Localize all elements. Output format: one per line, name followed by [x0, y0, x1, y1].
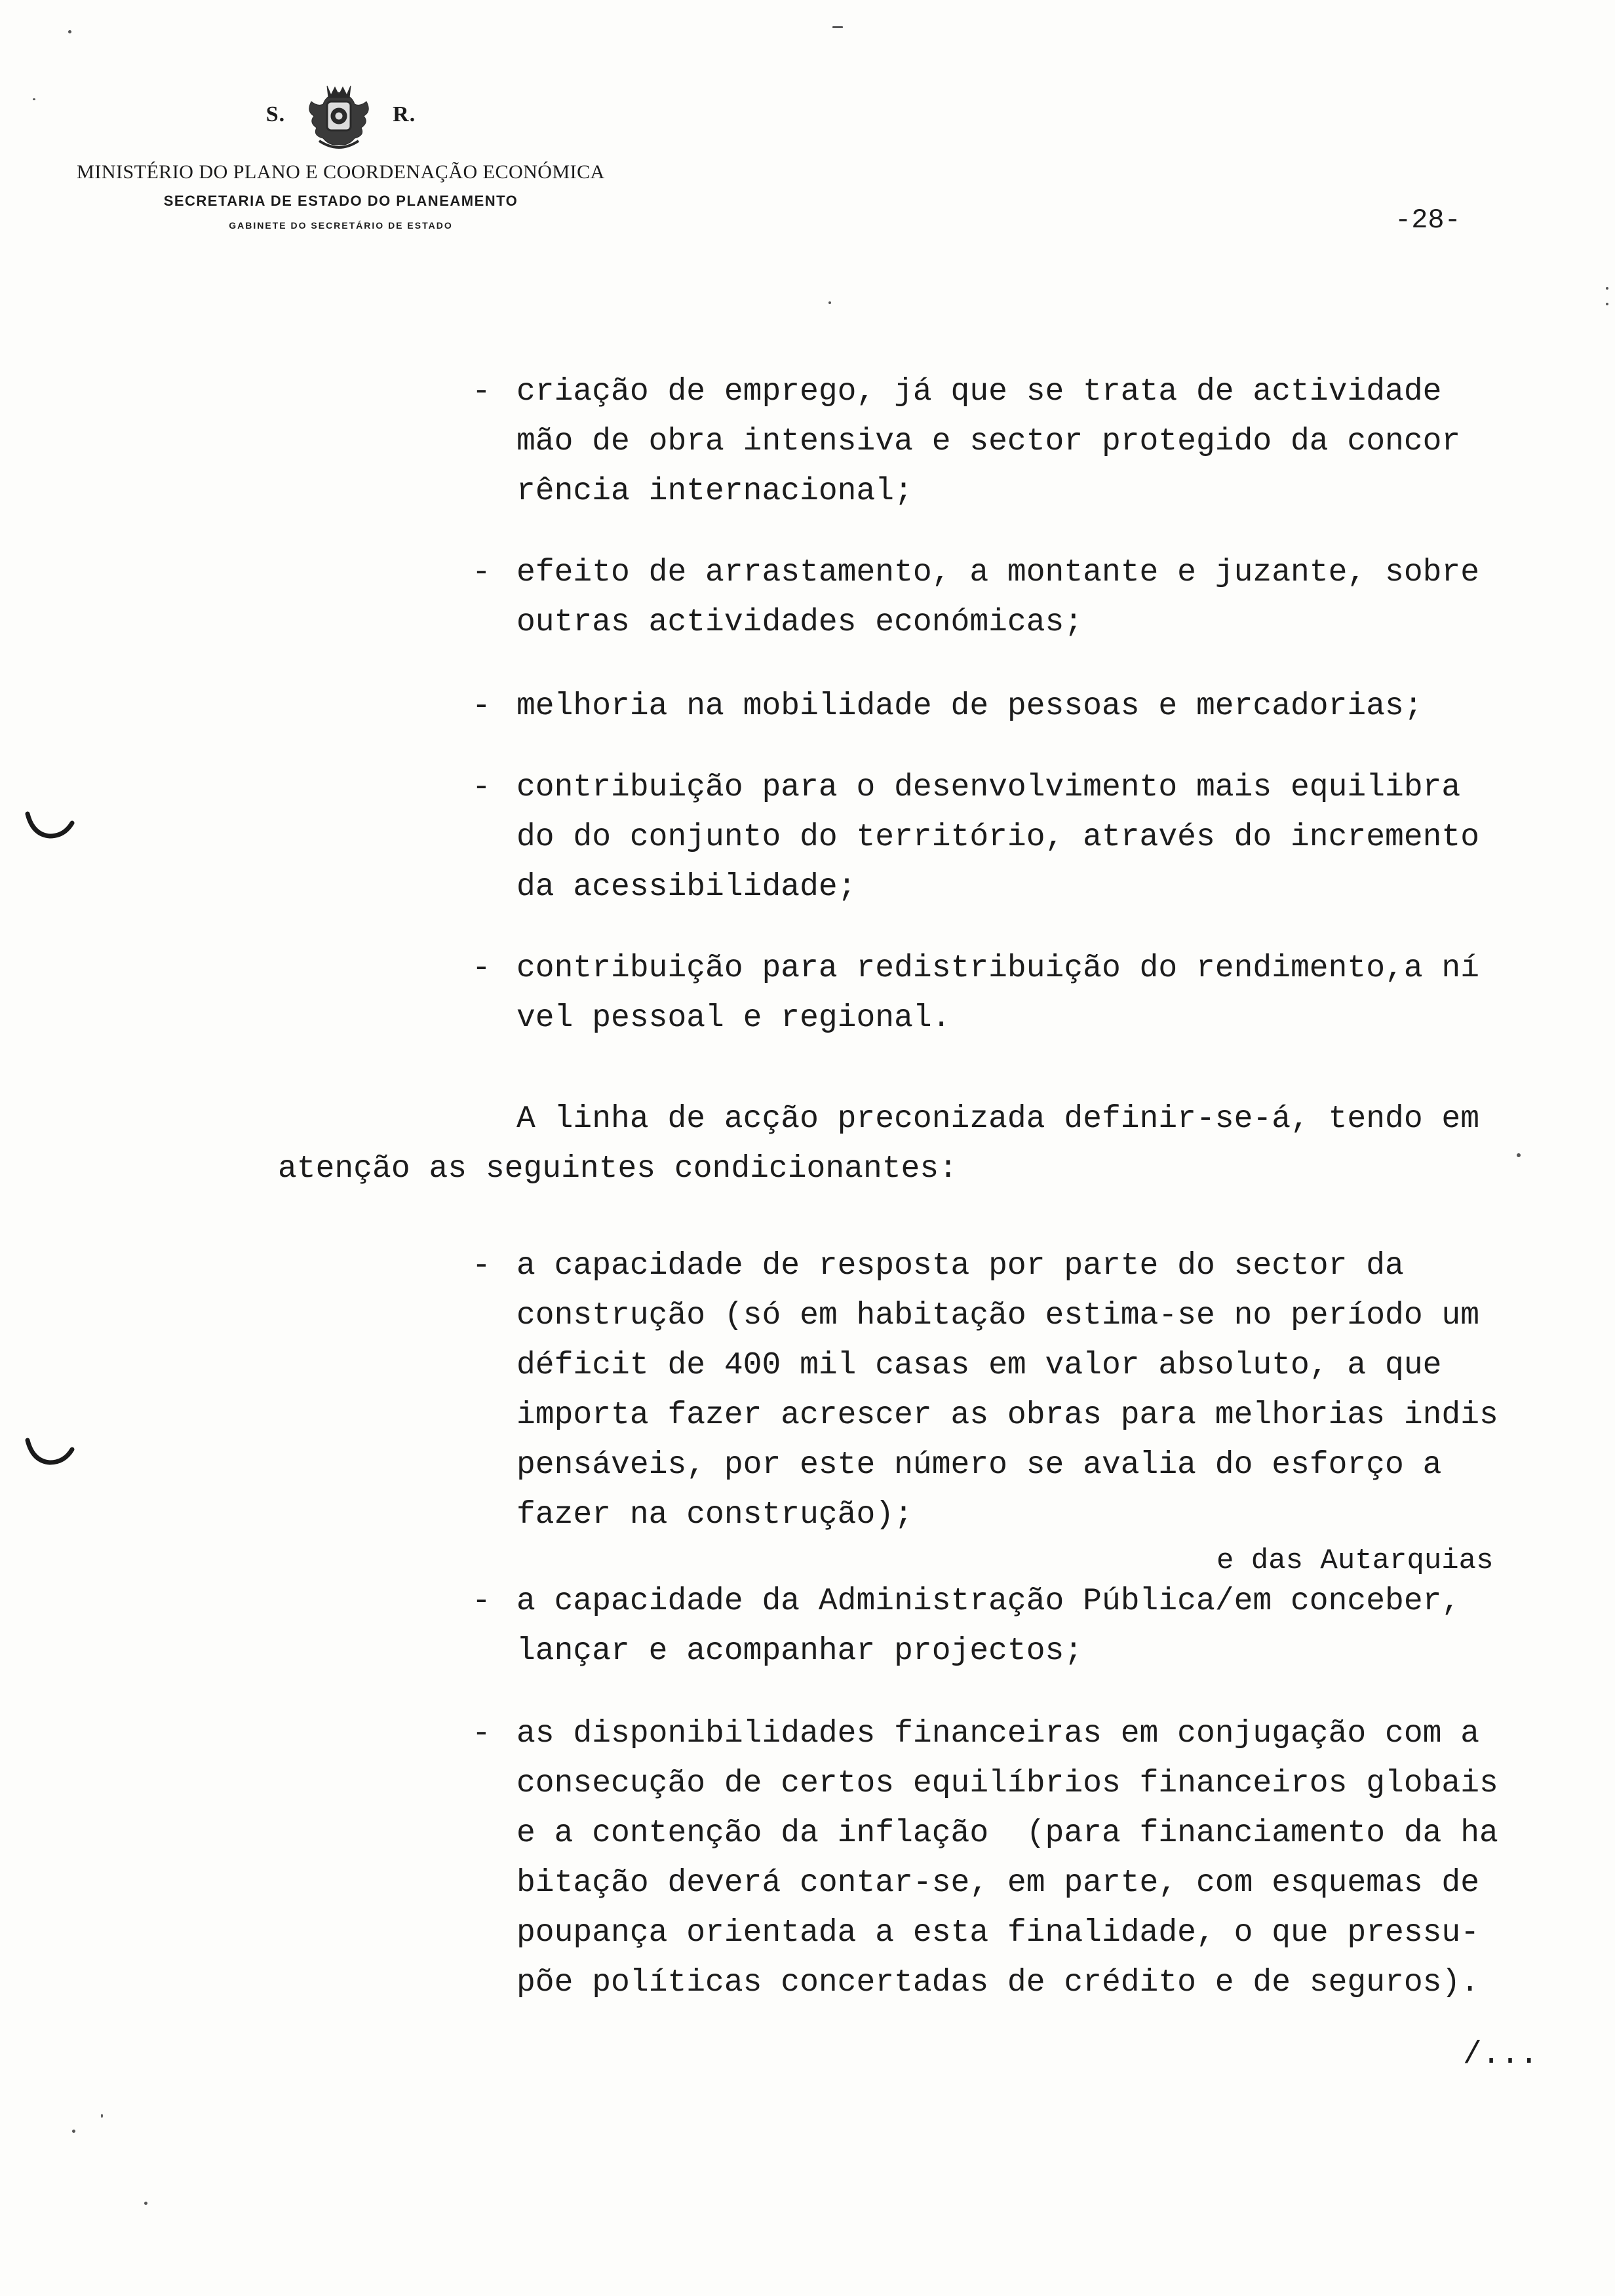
- list-dash: -: [472, 689, 491, 724]
- item-line: consecução de certos equilíbrios financeiros globais: [516, 1766, 1498, 1801]
- item-line: e a contenção da inflação (para financiamento da ha: [516, 1816, 1498, 1851]
- seal-letter-right: R.: [393, 102, 416, 126]
- paragraph-line: A linha de acção preconizada definir-se-á, tendo em: [516, 1101, 1480, 1137]
- item-line: rência internacional;: [516, 474, 913, 509]
- item-line: a capacidade da Administração Pública/em conceber,: [516, 1584, 1461, 1619]
- item-line: a capacidade de resposta por parte do sector da: [516, 1248, 1404, 1284]
- handwritten-insertion: e das Autarquias: [1216, 1544, 1494, 1577]
- scan-speck: [144, 2202, 147, 2205]
- list-dash: -: [472, 951, 491, 986]
- item-line: lançar e acompanhar projectos;: [516, 1634, 1083, 1669]
- seal-letter-left: S.: [265, 102, 286, 126]
- item-line: construção (só em habitação estima-se no período um: [516, 1298, 1480, 1333]
- scan-speck: [832, 26, 843, 28]
- item-line: importa fazer acrescer as obras para melhorias indis: [516, 1398, 1498, 1433]
- item-line: criação de emprego, já que se trata de actividade: [516, 374, 1442, 410]
- item-line: pensáveis, por este número se avalia do esforço a: [516, 1447, 1442, 1483]
- page-number: -28-: [1395, 204, 1461, 236]
- punch-hole-mark: [24, 809, 76, 845]
- punch-hole-mark: [24, 1435, 76, 1472]
- item-line: as disponibilidades financeiras em conjugação com a: [516, 1716, 1480, 1751]
- paragraph-line: atenção as seguintes condicionantes:: [278, 1151, 958, 1187]
- scan-speck: [101, 2114, 103, 2118]
- item-line: da acessibilidade;: [516, 870, 857, 905]
- scan-speck: [1606, 303, 1608, 305]
- list-dash: -: [472, 1584, 491, 1619]
- item-line: poupança orientada a esta finalidade, o que pressu-: [516, 1915, 1480, 1951]
- coat-of-arms-icon: [300, 75, 378, 154]
- scan-speck: [68, 30, 71, 33]
- secretaria-name: SECRETARIA DE ESTADO DO PLANEAMENTO: [163, 193, 518, 209]
- scan-speck: [828, 301, 831, 304]
- scan-speck: [72, 2130, 75, 2133]
- list-dash: -: [472, 374, 491, 410]
- item-line: do do conjunto do território, através do incremento: [516, 820, 1480, 855]
- letterhead: [39, 72, 642, 231]
- item-line: põe políticas concertadas de crédito e de seguros).: [516, 1965, 1480, 2000]
- item-line: melhoria na mobilidade de pessoas e mercadorias;: [516, 689, 1423, 724]
- item-line: mão de obra intensiva e sector protegido da concor: [516, 424, 1461, 459]
- item-line: déficit de 400 mil casas em valor absoluto, a que: [516, 1348, 1442, 1383]
- gabinete-name: GABINETE DO SECRETÁRIO DE ESTADO: [229, 220, 453, 231]
- scan-speck: [33, 98, 35, 100]
- scan-speck: [1517, 1153, 1521, 1157]
- item-line: fazer na construção);: [516, 1497, 913, 1533]
- seal-row: [39, 72, 642, 157]
- item-line: vel pessoal e regional.: [516, 1001, 951, 1036]
- item-line: contribuição para redistribuição do rendimento,a ní: [516, 951, 1480, 986]
- scan-speck: [1606, 287, 1608, 290]
- item-line: bitação deverá contar-se, em parte, com esquemas de: [516, 1866, 1480, 1901]
- ministry-name: MINISTÉRIO DO PLANO E COORDENAÇÃO ECONÓMICA: [77, 161, 605, 183]
- list-dash: -: [472, 770, 491, 805]
- item-line: outras actividades económicas;: [516, 605, 1083, 640]
- continuation-mark: /...: [1463, 2037, 1539, 2073]
- list-dash: -: [472, 555, 491, 590]
- list-dash: -: [472, 1248, 491, 1284]
- item-line: contribuição para o desenvolvimento mais equilibra: [516, 770, 1461, 805]
- list-dash: -: [472, 1716, 491, 1751]
- item-line: efeito de arrastamento, a montante e juzante, sobre: [516, 555, 1480, 590]
